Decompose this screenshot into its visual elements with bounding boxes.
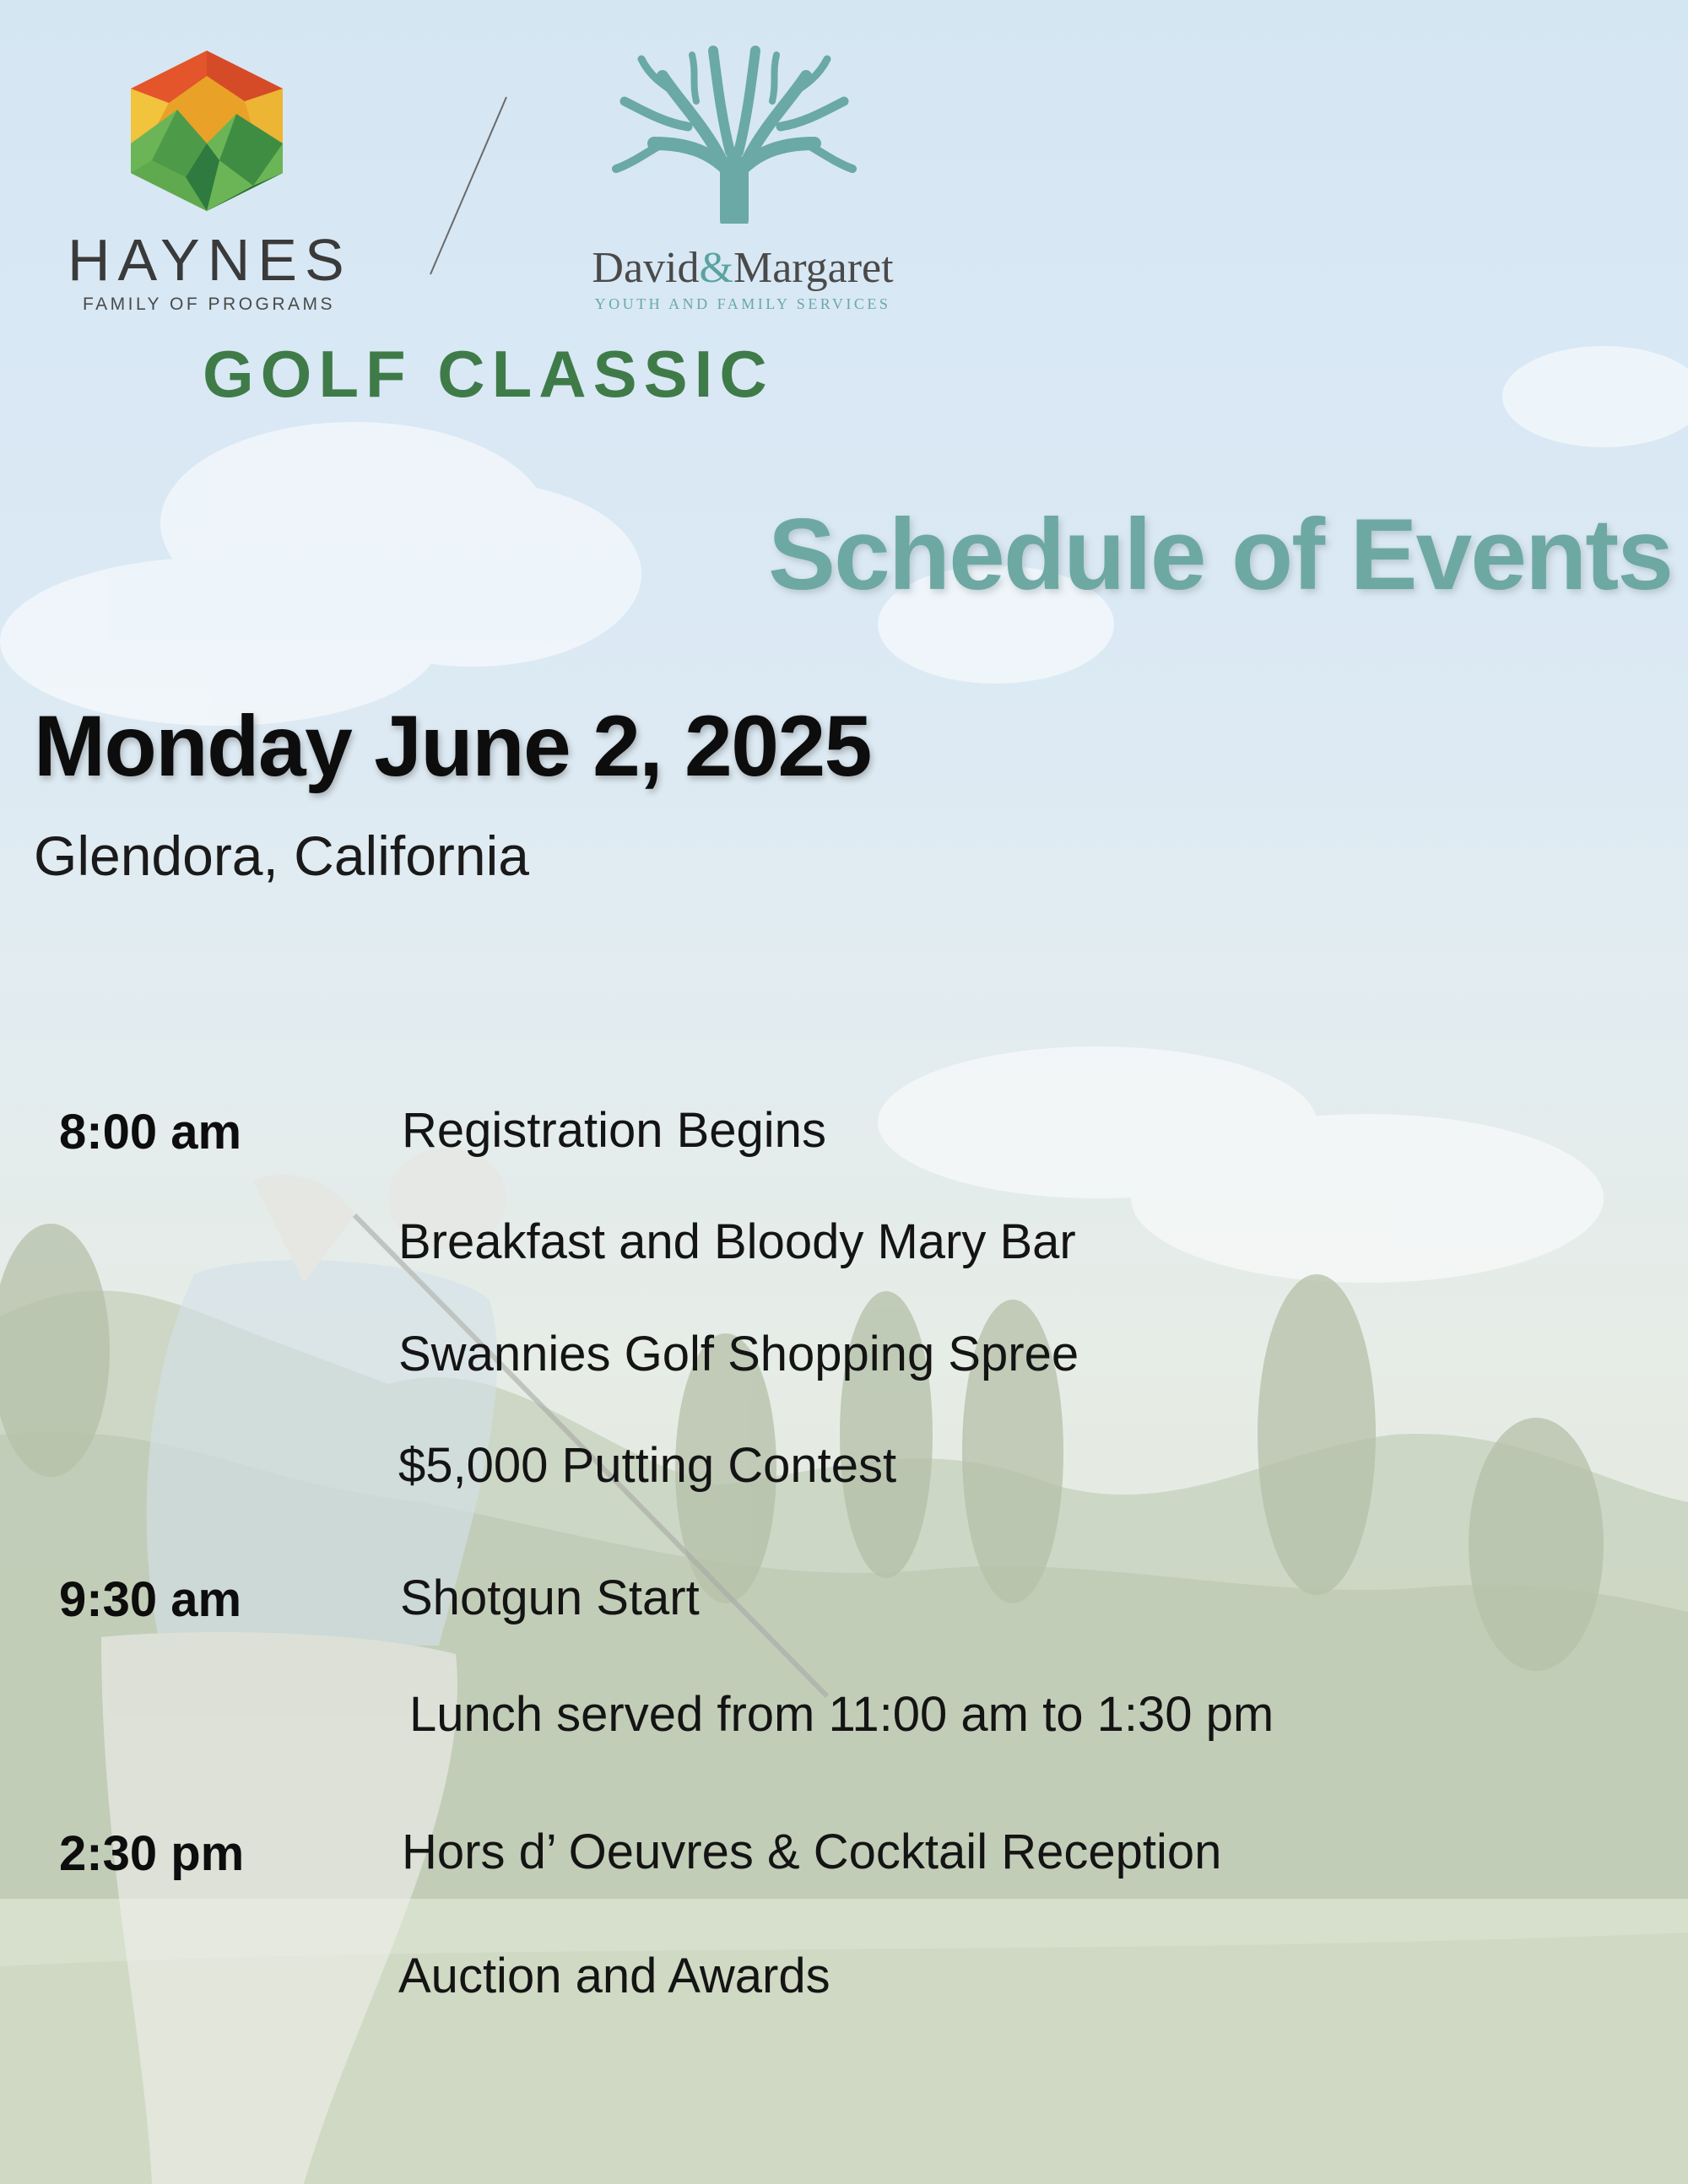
schedule-item: Shotgun Start	[400, 1570, 700, 1625]
event-location: Glendora, California	[34, 824, 529, 887]
event-name: GOLF CLASSIC	[203, 337, 774, 411]
david-margaret-logo-tagline: YOUTH AND FAMILY SERVICES	[594, 295, 891, 312]
schedule-time: 2:30 pm	[59, 1826, 245, 1881]
logo-divider	[426, 93, 511, 278]
clouds	[0, 346, 1688, 1283]
schedule-item: Lunch served from 11:00 am to 1:30 pm	[409, 1687, 1274, 1742]
schedule-item: Registration Begins	[402, 1103, 826, 1158]
haynes-hexagon-logo-icon	[127, 51, 287, 211]
schedule-item: Hors d’ Oeuvres & Cocktail Reception	[402, 1825, 1222, 1879]
haynes-logo-tagline: FAMILY OF PROGRAMS	[82, 295, 336, 314]
tree-logo-icon	[612, 42, 857, 224]
schedule-heading: Schedule of Events	[768, 498, 1672, 611]
schedule-item: Breakfast and Bloody Mary Bar	[398, 1214, 1076, 1269]
haynes-logo-text: HAYNES	[68, 227, 352, 293]
schedule-item: Swannies Golf Shopping Spree	[398, 1327, 1079, 1381]
schedule-item: Auction and Awards	[398, 1949, 830, 2003]
schedule-item: $5,000 Putting Contest	[398, 1438, 897, 1493]
schedule-time: 9:30 am	[59, 1572, 242, 1627]
event-date: Monday June 2, 2025	[34, 698, 871, 794]
schedule-time: 8:00 am	[59, 1105, 242, 1160]
david-margaret-logo-text: David&Margaret	[592, 244, 894, 292]
